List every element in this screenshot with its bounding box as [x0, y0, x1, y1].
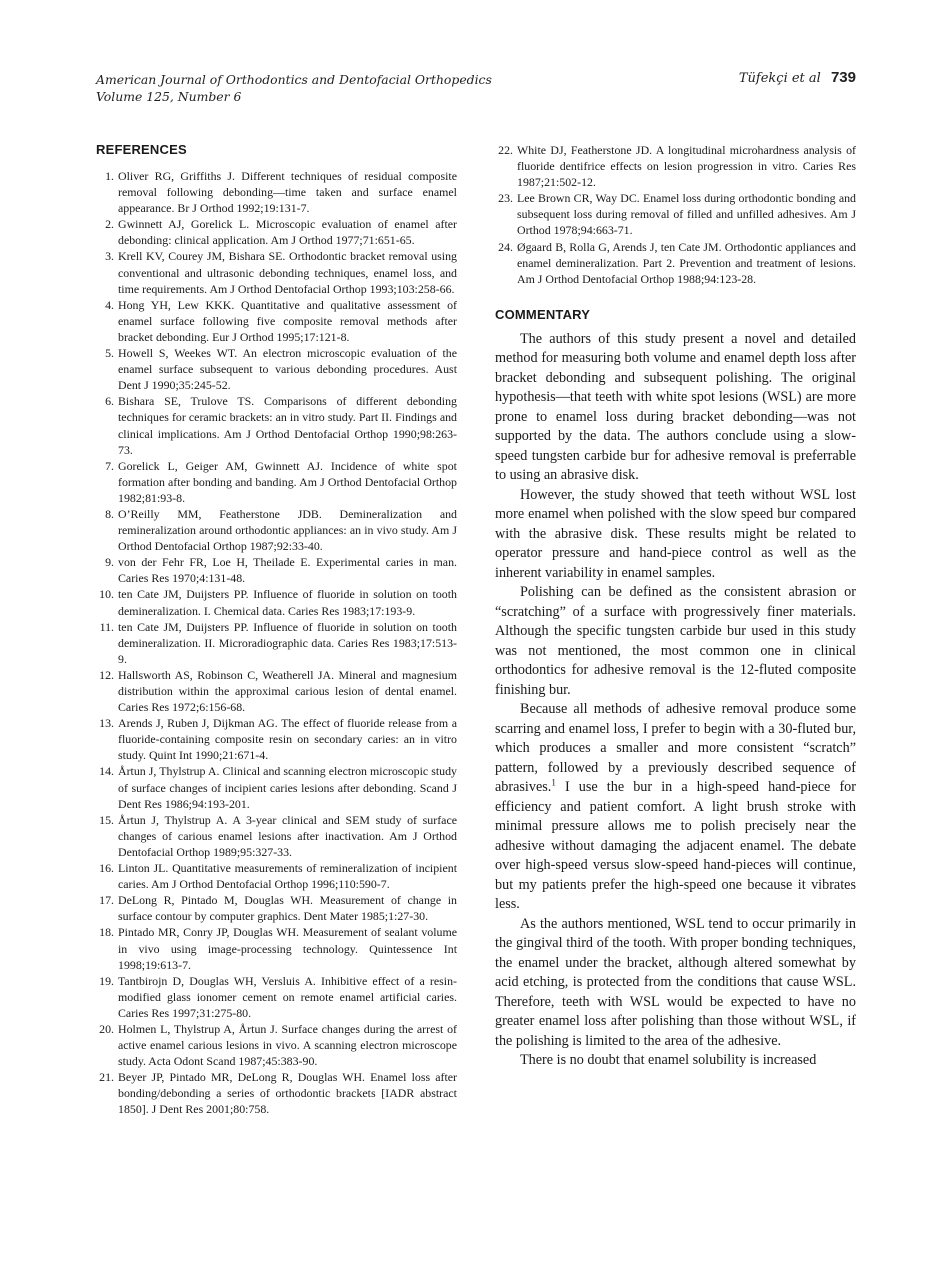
reference-item [96, 892, 457, 924]
reference-text: ten Cate JM, Duijsters PP. Influence of fluoride in solution on tooth demineralization. I. Chemical data. Caries Res 1983;17:193-9. [118, 587, 457, 618]
commentary-paragraph: Polishing can be defined as the consistent abrasion or “scratching” of a surface with progressively finer materials. Although the specific tungsten carbide bur used in this study was not mentioned, the most common one in clinical orthodontics for adhesive removal is the 12-fluted composite finishing bur. [495, 584, 856, 698]
reference-item [96, 248, 457, 296]
reference-item [96, 860, 457, 892]
reference-list-continued [495, 142, 856, 287]
journal-volume: Volume 125, Number 6 [96, 89, 242, 104]
commentary-paragraph: The authors of this study present a novel and detailed method for measuring both volume and enamel depth loss after bracket debonding and subsequent polishing. The original hypothesis—that teeth with white spot lesions (WSL) are more prone to enamel loss during bracket debonding—was not supported by the data. The authors conclude using a slow-speed tungsten carbide bur for adhesive removal is preferrable to using an abrasive disk. [495, 330, 856, 484]
reference-text: Øgaard B, Rolla G, Arends J, ten Cate JM. Orthodontic appliances and enamel demineralization. Part 2. Prevention and treatment of lesions. Am J Orthod Dentofacial Orthop 1988;94:123-28. [517, 239, 856, 286]
running-header-right [739, 69, 856, 86]
reference-item [96, 506, 457, 554]
reference-number: 20. [99, 1021, 114, 1036]
reference-item [495, 142, 856, 190]
reference-item [96, 924, 457, 972]
reference-number: 8. [105, 506, 114, 521]
reference-text: Hallsworth AS, Robinson C, Weatherell JA. Mineral and magnesium distribution within the approximal carious lesion of dental enamel. Caries Res 1972;6:156-68. [118, 667, 457, 715]
reference-number: 1. [105, 169, 114, 183]
reference-text: Krell KV, Courey JM, Bishara SE. Orthodontic bracket removal using conventional and ultrasonic debonding techniques, enamel loss, and time requirements. Am J Orthod Dentofacial Orthop 1993;103:258-66. [118, 249, 457, 296]
reference-number: 22. [498, 143, 513, 157]
reference-number: 4. [105, 297, 114, 312]
reference-text: Holmen L, Thylstrup A, Årtun J. Surface changes during the arrest of active enamel carious lesions in vivo. A scanning electron microscope study. Acta Odont Scand 1987;45:383-90. [118, 1021, 457, 1069]
reference-text: Tantbirojn D, Douglas WH, Versluis A. Inhibitive effect of a resin-modified glass ionomer cement on remote enamel artificial caries. Caries Res 1997;31:275-80. [118, 973, 457, 1020]
reference-number: 14. [99, 764, 114, 779]
running-header-journal [96, 71, 492, 105]
reference-number: 11. [99, 619, 114, 634]
references-heading: REFERENCES [96, 142, 187, 157]
reference-number: 16. [99, 861, 114, 876]
reference-item [96, 458, 457, 506]
reference-number: 19. [99, 973, 114, 988]
citation-superscript: 1 [551, 777, 556, 788]
reference-text: Howell S, Weekes WT. An electron microscopic evaluation of the enamel surface subsequent to various debonding procedures. Aust Dent J 1990;35:245-52. [118, 346, 457, 393]
reference-item [96, 619, 457, 667]
reference-text: ten Cate JM, Duijsters PP. Influence of fluoride in solution on tooth demineralization. II. Microradiographic data. Caries Res 1983;17:513-9. [118, 619, 457, 666]
reference-item [96, 297, 457, 345]
reference-text: O’Reilly MM, Featherstone JDB. Demineralization and remineralization around orthodontic appliances: an in vivo study. Am J Orthod Dentofacial Orthop 1987;92:33-40. [118, 506, 457, 554]
running-authors: Tüfekçi et al [738, 71, 821, 86]
commentary-heading: COMMENTARY [495, 306, 591, 322]
reference-item [96, 554, 457, 586]
reference-text: von der Fehr FR, Loe H, Theilade E. Experimental caries in man. Caries Res 1970;4:131-48. [118, 555, 457, 586]
reference-text: Lee Brown CR, Way DC. Enamel loss during orthodontic bonding and subsequent loss during removal of filled and unfilled adhesives. Am J Orthod 1978;94:663-71. [517, 191, 856, 238]
reference-item [96, 345, 457, 393]
reference-item [96, 393, 457, 457]
reference-item [96, 763, 457, 811]
reference-text: Arends J, Ruben J, Dijkman AG. The effect of fluoride release from a fluoride-containing composite resin on secondary caries: an in vitro study. Quint Int 1990;21:671-4. [118, 716, 457, 763]
reference-item [96, 715, 457, 763]
left-column [96, 142, 457, 1118]
reference-item [495, 239, 856, 287]
reference-number: 12. [99, 667, 114, 682]
reference-text: DeLong R, Pintado M, Douglas WH. Measurement of change in surface contour by computer graphics. Dent Mater 1985;1:27-30. [118, 893, 457, 924]
reference-item [495, 190, 856, 238]
reference-number: 21. [99, 1070, 114, 1085]
commentary-paragraph [495, 700, 856, 915]
reference-number: 23. [498, 191, 513, 206]
reference-item [96, 973, 457, 1021]
reference-number: 15. [99, 812, 114, 827]
reference-text: Gwinnett AJ, Gorelick L. Microscopic evaluation of enamel after debonding: clinical application. Am J Orthod 1977;71:651-65. [118, 217, 457, 248]
reference-text: Hong YH, Lew KKK. Quantitative and qualitative assessment of enamel surface following five composite removal methods after bracket debonding. Eur J Orthod 1995;17:121-8. [118, 297, 457, 344]
reference-item [96, 216, 457, 248]
reference-number: 9. [105, 555, 114, 570]
reference-text: Bishara SE, Trulove TS. Comparisons of different debonding techniques for ceramic brackets: an in vitro study. Part II. Findings and clinical implications. Am J Orthod Dentofacial Orthop 1990;98:263-73. [118, 394, 457, 457]
reference-number: 3. [105, 249, 114, 264]
paragraph-text: I use the bur in a high-speed hand-piece for efficiency and patient comfort. A light brush stroke with minimal pressure allows me to polish precisely near the adhesive without damaging the adjacent enamel. The debate over high-speed versus slow-speed hand-pieces will continue, but my patients prefer the high-speed one because it vibrates less. [495, 779, 856, 913]
reference-number: 6. [105, 394, 114, 409]
reference-number: 10. [99, 587, 114, 602]
reference-text: Årtun J, Thylstrup A. A 3-year clinical and SEM study of surface changes of carious enamel lesions after inactivation. Am J Orthod Dentofacial Orthop 1989;95:327-33. [118, 812, 457, 859]
reference-text: Linton JL. Quantitative measurements of remineralization of incipient caries. Am J Orthod Dentofacial Orthop 1996;110:590-7. [118, 861, 457, 892]
reference-number: 13. [99, 716, 114, 731]
reference-item [96, 586, 457, 618]
reference-number: 17. [99, 893, 114, 908]
reference-item [96, 667, 457, 715]
reference-number: 7. [105, 458, 114, 473]
reference-item [96, 1021, 457, 1069]
paragraph-text: Because all methods of adhesive removal produce some scarring and enamel loss, I prefer to begin with a 30-fluted bur, which produces a smaller and more consistent “scratch” pattern, followed by a previously described sequence of abrasives. [495, 701, 856, 796]
commentary-paragraph: However, the study showed that teeth without WSL lost more enamel when polished with the slow speed bur compared with the abrasive disk. These results might be related to operator pressure and hand-piece control as well as the inherent variability in enamel samples. [495, 486, 856, 581]
journal-title: American Journal of Orthodontics and Dentofacial Orthopedics [96, 72, 492, 87]
reference-text: Gorelick L, Geiger AM, Gwinnett AJ. Incidence of white spot formation after bonding and banding. Am J Orthod Dentofacial Orthop 1982;81:93-8. [118, 458, 457, 505]
page-number: 739 [830, 69, 856, 86]
reference-number: 5. [105, 346, 114, 361]
reference-list [96, 168, 457, 1118]
commentary-body [495, 330, 856, 1071]
reference-item [96, 812, 457, 860]
reference-number: 2. [105, 217, 114, 232]
reference-text: Beyer JP, Pintado MR, DeLong R, Douglas WH. Enamel loss after bonding/debonding a series of orthodontic brackets [IADR abstract 1850]. J Dent Res 2001;80:758. [118, 1070, 457, 1117]
reference-text: Pintado MR, Conry JP, Douglas WH. Measurement of sealant volume in vivo using image-processing technology. Quintessence Int 1998;19:613-7. [118, 925, 457, 972]
commentary-paragraph: As the authors mentioned, WSL tend to occur primarily in the gingival third of the tooth. With proper bonding techniques, the enamel under the bracket, although altered somewhat by acid etching, is protected from the conditions that cause WSL. Therefore, teeth with WSL would be expected to have no greater enamel loss after polishing than those without WSL, if the polishing is limited to the area of the adhesive. [495, 915, 856, 1049]
reference-text: Oliver RG, Griffiths J. Different techniques of residual composite removal following debonding—time taken and surface enamel appearance. Br J Orthod 1992;19:131-7. [118, 169, 457, 216]
reference-item [96, 1069, 457, 1117]
reference-text: White DJ, Featherstone JD. A longitudinal microhardness analysis of fluoride dentifrice effects on lesion progression in vitro. Caries Res 1987;21:502-12. [517, 143, 856, 190]
reference-number: 24. [498, 239, 513, 254]
reference-text: Årtun J, Thylstrup A. Clinical and scanning electron microscopic study of surface changes of incipient caries lesions after debonding. Scand J Dent Res 1986;94:193-201. [118, 764, 457, 811]
reference-number: 18. [99, 925, 114, 940]
commentary-paragraph: There is no doubt that enamel solubility is increased [520, 1052, 817, 1069]
reference-item [96, 168, 457, 216]
right-column [495, 142, 856, 1071]
